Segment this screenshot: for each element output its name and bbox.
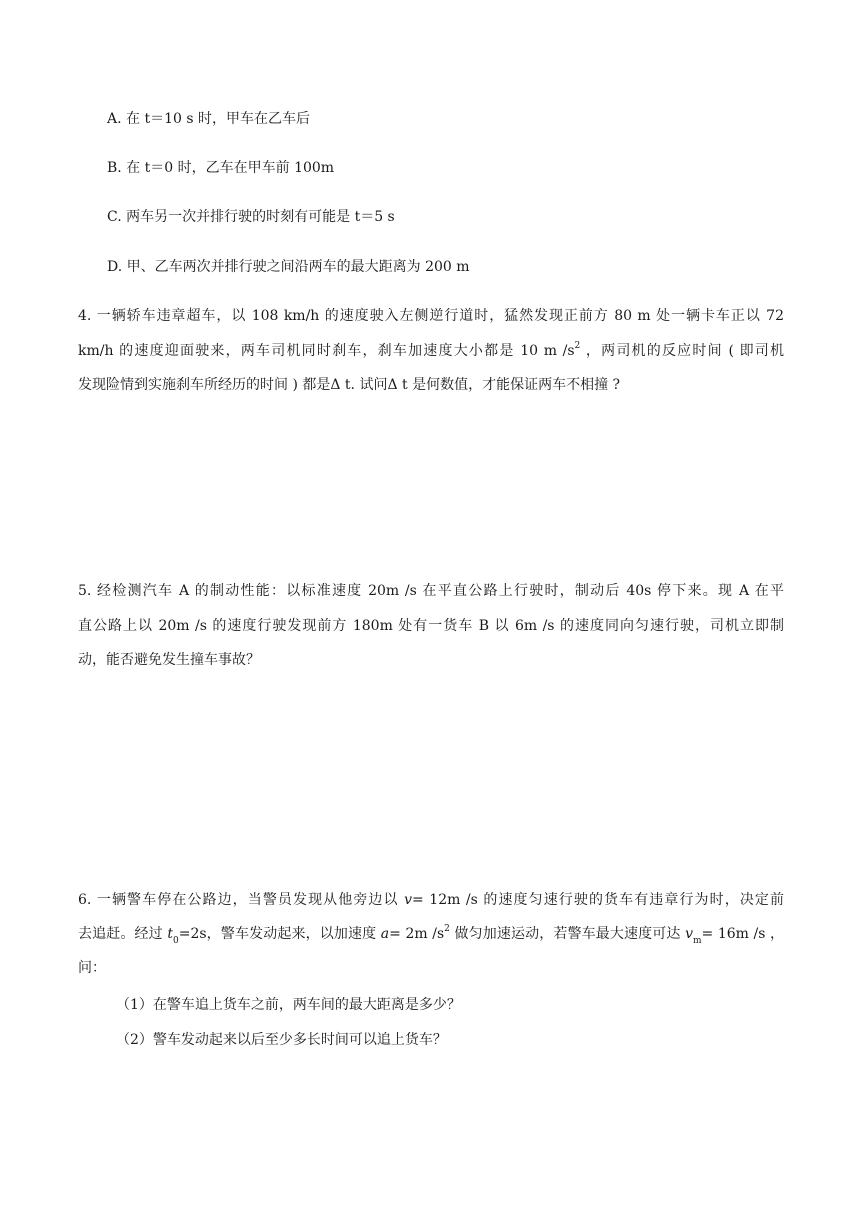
option-b: B. 在 t＝0 时，乙车在甲车前 100m bbox=[107, 160, 335, 176]
q6-line-1-text-b: = 12m /s 的速度匀速行驶的货车有违章行为时，决定前 bbox=[412, 892, 784, 908]
q6-line-1 bbox=[78, 890, 784, 910]
q4-line-1: 4. 一辆轿车违章超车，以 108 km/h 的速度驶入左侧逆行道时，猛然发现正前方 80 m 处一辆卡车正以 72 bbox=[78, 308, 784, 324]
q6-var-vm: v bbox=[685, 926, 693, 942]
q5-line-2: 直公路上以 20m /s 的速度行驶发现前方 180m 处有一货车 B 以 6m /s 的速度同向匀速行驶，司机立即制 bbox=[78, 618, 784, 634]
q6-line-3: 问： bbox=[78, 960, 106, 976]
q6-line-2-text-b: =2s，警车发动起来，以加速度 bbox=[178, 926, 381, 942]
q5-line-1: 5. 经检测汽车 A 的制动性能：以标准速度 20m /s 在平直公路上行驶时，制动后 40s 停下来。现 A 在平 bbox=[78, 583, 784, 599]
q6-sub-question-1: （1）在警车追上货车之前，两车间的最大距离是多少？ bbox=[116, 997, 461, 1013]
q6-line-2-text-a: 去追赶。经过 bbox=[78, 926, 168, 942]
option-c: C. 两车另一次并排行驶的时刻有可能是 t＝5 s bbox=[107, 209, 395, 225]
q6-sub-m: m bbox=[693, 935, 702, 946]
q6-sup: 2 bbox=[444, 924, 450, 935]
q4-line-2-text-b: ，两司机的反应时间 ( 即司机 bbox=[580, 343, 784, 359]
q6-sub-question-2: （2）警车发动起来以后至少多长时间可以追上货车？ bbox=[116, 1032, 447, 1048]
q6-sub-0: 0 bbox=[173, 935, 179, 946]
q5-line-3: 动，能否避免发生撞车事故？ bbox=[78, 652, 260, 668]
q4-sup: 2 bbox=[574, 341, 581, 352]
option-a: A. 在 t＝10 s 时，甲车在乙车后 bbox=[107, 111, 310, 127]
option-d: D. 甲、乙车两次并排行驶之间沿两车的最大距离为 200 m bbox=[107, 259, 470, 275]
q6-line-2-text-c: = 2m /s bbox=[389, 926, 445, 942]
q4-line-2-text-a: km/h 的速度迎面驶来，两车司机同时刹车，刹车加速度大小都是 10 m /s bbox=[78, 343, 575, 359]
q4-line-3: 发现险情到实施刹车所经历的时间 ) 都是Δ t. 试问Δ t 是何数值，才能保证两车不相撞 ? bbox=[78, 377, 621, 393]
q6-line-2-text-d: 做匀加速运动，若警车最大速度可达 bbox=[449, 926, 686, 942]
q6-var-v: v bbox=[404, 892, 413, 908]
q6-line-2-text-e: = 16m /s ， bbox=[701, 926, 785, 942]
q6-var-t: t bbox=[167, 926, 173, 942]
q4-line-2 bbox=[78, 341, 784, 361]
q6-line-1-text-a: 6. 一辆警车停在公路边，当警员发现从他旁边以 bbox=[78, 892, 405, 908]
q6-var-a: a bbox=[380, 926, 390, 942]
q6-line-2 bbox=[78, 924, 784, 944]
